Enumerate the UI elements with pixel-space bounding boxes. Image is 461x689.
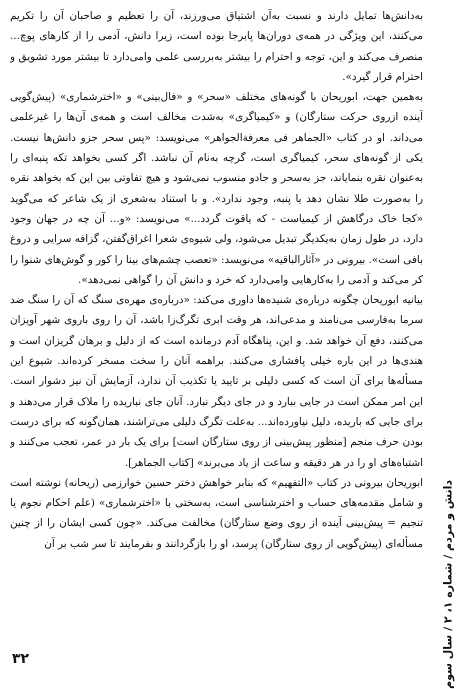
- running-head-text: دانش و مردم ‌/‌ شماره ۱، ۲ / سال سوم: [441, 480, 455, 689]
- paragraph-3: بیانیه ابوریحان چگونه درباره‌ی شنیده‌ها داوری می‌کند: «درباره‌ی مهره‌ی سنگ که آن را سنگ ضد سرما به‌فارسی می‌نامند و مدعی‌اند، هر وقت ابری تگرگ‌زا باشد، آن را روی باروی شهر آویزان می‌کنند، دفع آن خواهد شد. و این، پناهگاه آدم درمانده است که از دلیل و برهان گریزان است و هندی‌ها در این باره خیلی پافشاری می‌کنند. براهمه آنان را سخت مسخر کرده‌اند. شیوع این مسأله‌ها برای آن است که کسی دلیلی بر تایید یا تکذیب آن ندارد، آزمایش آن نیز دشوار است. این امر ممکن است در جایی ببارد و در جای دیگر نبارد. آنان جای نباریده را ملاک قرار می‌دهند و برای جایی که باریده، دلیل نیاورده‌اند... به‌علت تگرگ دلیلی می‌تراشند، همان‌گونه که برای درست بودن حرف منجم [منظور پیش‌بینی از روی ستارگان است] برای یک بار در عمر، تعجب می‌کنند و اشتباه‌های او را در هر دقیقه و ساعت از یاد می‌برند» [کتاب الجماهر].: [10, 294, 423, 469]
- paragraph-1: به‌دانش‌ها تمایل دارند و نسبت به‌آن اشتیاق می‌ورزند، آن را تعظیم و صاحبان آن را تکریم می‌کنند، این ویژگی در همه‌ی دوران‌ها پابرجا بوده است، زیرا دانش، آدمی را از کارهای پوچ... منصرف می‌کند و این، توجه و احترام را بیشتر به‌بررسی علمی وامی‌دارد تا بیشتر مورد تشویق و احترام قرار گیرد».: [10, 10, 423, 83]
- page-number: ۳۲: [12, 651, 30, 667]
- body-text: [10, 6, 423, 646]
- paragraph-2: به‌همین جهت، ابوریحان با گونه‌های مختلف «سحر» و «فال‌بینی» و «اخترشماری» (پیش‌گویی آینده ازروی حرکت ستارگان) و «کیمیاگری» به‌شدت مخالف است و همه‌ی آن‌ها را غیرعلمی می‌داند. او در کتاب «الجماهر فی معرفة‌الجواهر» می‌نویسد: «پس سحر جزو دانش‌ها نیست. یکی از گونه‌های سحر، کیمیاگری است، گرچه به‌نام آن نباشد. اگر کسی بخواهد تکه پنبه‌ای را به‌عنوان نقره بنمایاند، جز به‌سحر و جادو منسوب نمی‌شود و هیچ تفاوتی بین این که بخواهد نقره را به‌صورت طلا نشان دهد یا پنبه، وجود ندارد». و با استناد به‌شعری از یک شاعر که می‌گوید «کجا خاک درگاهش از کیمیاست - که یاقوت گردد...» می‌نویسد: «و... آن چه در جهان وجود دارد، در طول زمان به‌یکدیگر تبدیل می‌شود، ولی شیوه‌ی شعرا اغراق‌گفتن، گزافه سرایی و دروغ بافی است». بیرونی در «آثارالباقیه» می‌نویسد: «تعصب چشم‌های بینا را کور و گوش‌های شنوا را کر می‌کند و آدمی را به‌کارهایی وامی‌دارد که خرد و دانش آن را گواهی نمی‌دهد».: [10, 91, 423, 286]
- running-head: [439, 480, 457, 689]
- paragraph-4: ابوریحان بیرونی در کتاب «التفهیم» که بنابر خواهش دختر حسین خوارزمی (ریحانه) نوشته است و شامل مقدمه‌های حساب و اخترشناسی است، به‌سختی با «اخترشماری» (علم احکام نجوم یا تنجیم = پیش‌بینی آینده از روی وضع ستارگان) مخالفت می‌کند. «چون کسی ایشان را از چنین مسأله‌ای (پیش‌گویی از روی ستارگان) پرسد، او را بازگردانند و بفرمایند تا سر شب بر آن: [10, 476, 423, 550]
